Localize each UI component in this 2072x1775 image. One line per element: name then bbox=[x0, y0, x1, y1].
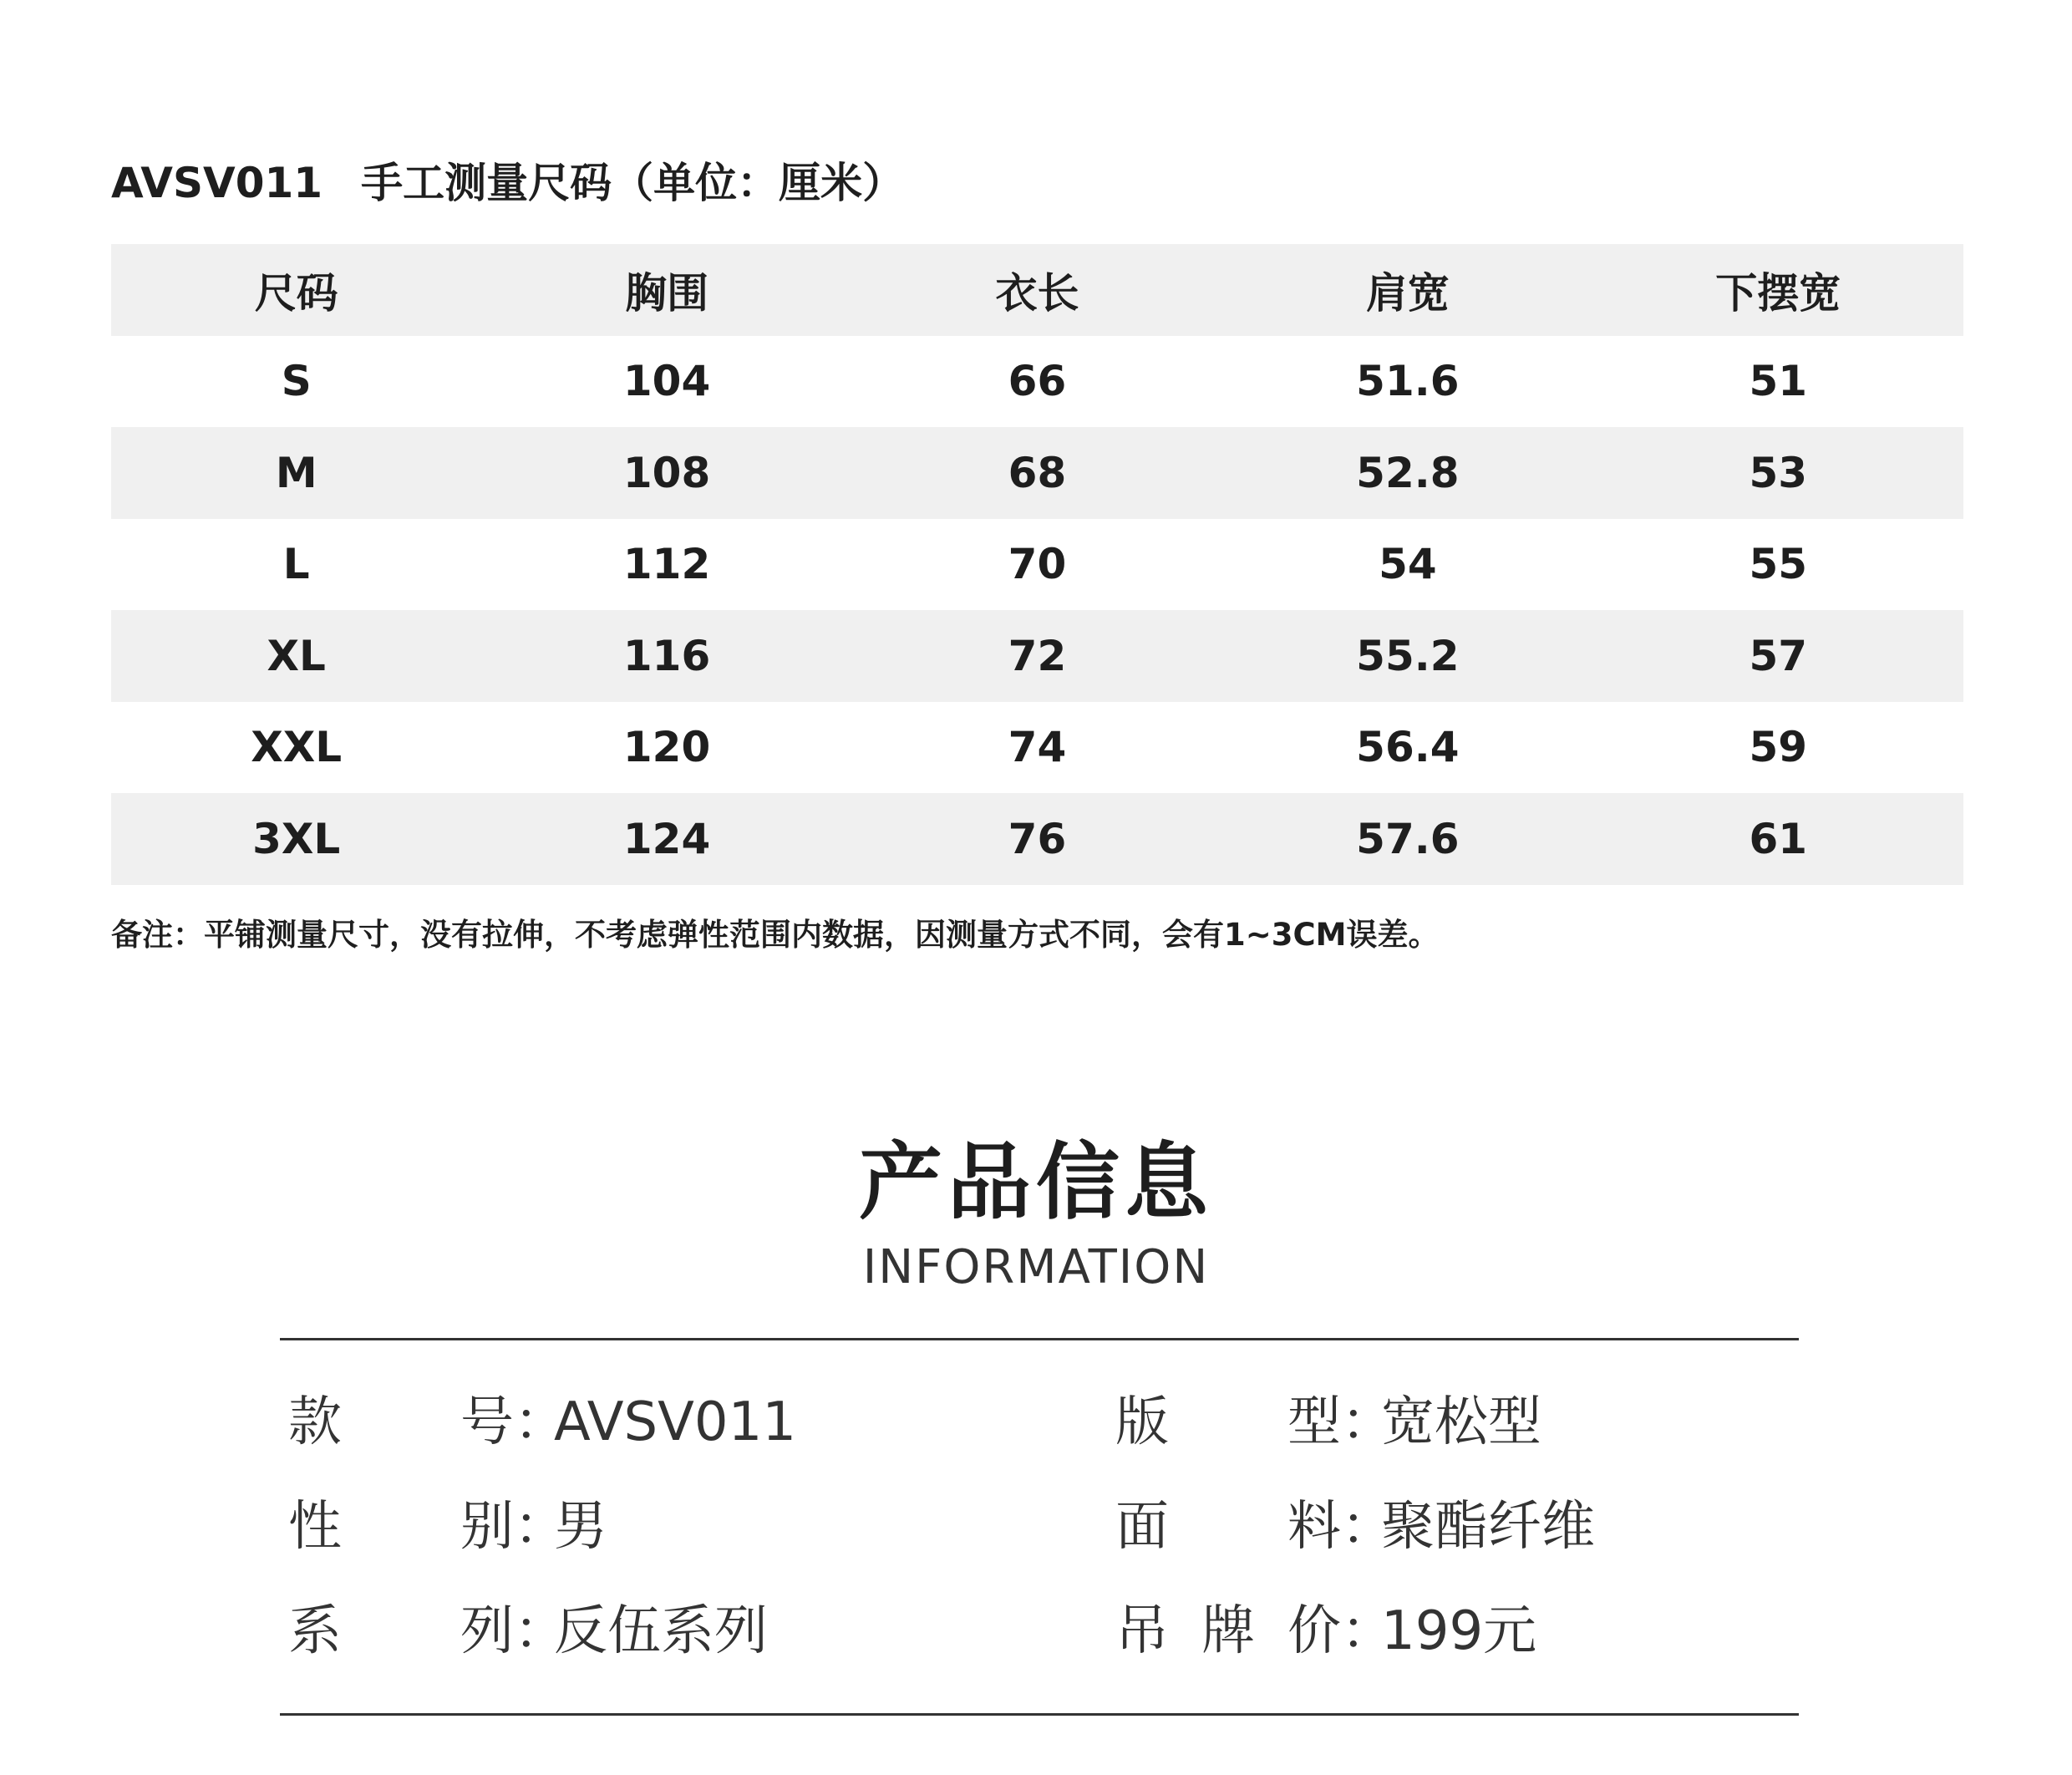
size-table-cell: 108 bbox=[622, 448, 711, 497]
info-label: 系列 bbox=[288, 1600, 514, 1662]
info-colon: ： bbox=[1341, 1600, 1394, 1662]
size-table-row bbox=[111, 519, 1963, 611]
info-colon: ： bbox=[1341, 1391, 1394, 1453]
size-table bbox=[111, 244, 1963, 885]
info-label: 版型 bbox=[1115, 1391, 1341, 1453]
info-label: 性别 bbox=[288, 1496, 514, 1558]
size-table-cell: 76 bbox=[1008, 814, 1067, 863]
size-table-cell: 116 bbox=[622, 631, 711, 680]
size-table-cell: 72 bbox=[1008, 631, 1067, 680]
info-value: 男 bbox=[554, 1496, 607, 1558]
size-table-cell: 70 bbox=[1008, 540, 1067, 589]
size-table-cell: 55.2 bbox=[1356, 631, 1460, 680]
size-table-cell: 56.4 bbox=[1356, 723, 1460, 772]
info-label: 吊牌价 bbox=[1115, 1600, 1341, 1662]
size-table-cell: XXL bbox=[251, 723, 343, 772]
size-table-cell: 52.8 bbox=[1356, 448, 1460, 497]
size-table-header-row bbox=[111, 244, 1963, 336]
size-table-cell: S bbox=[281, 357, 312, 406]
size-table-row bbox=[111, 427, 1963, 519]
size-table-cell: 66 bbox=[1008, 357, 1067, 406]
size-table-cell: L bbox=[282, 540, 310, 589]
size-table-cell: 68 bbox=[1008, 448, 1067, 497]
product-info-heading: 产品信息 bbox=[859, 1133, 1213, 1231]
size-table-row bbox=[111, 336, 1963, 428]
size-chart-title bbox=[111, 155, 904, 211]
info-label: 面料 bbox=[1115, 1496, 1341, 1558]
size-table-cell: 57 bbox=[1749, 631, 1808, 680]
size-table-cell: 59 bbox=[1749, 723, 1808, 772]
info-colon: ： bbox=[514, 1496, 567, 1558]
size-table-header: 胸围 bbox=[625, 268, 709, 318]
size-table-cell: 120 bbox=[622, 723, 711, 772]
size-table-header: 下摆宽 bbox=[1715, 268, 1841, 318]
size-table-cell: 112 bbox=[622, 540, 711, 589]
info-value: 聚酯纤维 bbox=[1381, 1496, 1595, 1558]
info-item-style-number bbox=[288, 1389, 796, 1456]
size-table-cell: 53 bbox=[1749, 448, 1808, 497]
info-colon: ： bbox=[514, 1600, 567, 1662]
size-table-cell: 54 bbox=[1379, 540, 1437, 589]
size-table-header: 尺码 bbox=[254, 268, 338, 318]
size-table-cell: M bbox=[275, 448, 317, 497]
size-chart-title-text: 手工测量尺码（单位：厘米） bbox=[361, 159, 905, 207]
info-item-gender bbox=[288, 1493, 607, 1560]
info-item-series bbox=[288, 1598, 768, 1665]
size-table-cell: 74 bbox=[1008, 723, 1067, 772]
divider-bottom bbox=[280, 1713, 1799, 1716]
info-item-price bbox=[1115, 1598, 1536, 1665]
info-item-fit bbox=[1115, 1389, 1541, 1456]
size-table-header: 衣长 bbox=[995, 268, 1079, 318]
divider-top bbox=[280, 1338, 1799, 1340]
size-table-cell: 61 bbox=[1749, 814, 1808, 863]
size-table-cell: 124 bbox=[622, 814, 711, 863]
size-table-cell: 55 bbox=[1749, 540, 1808, 589]
size-table-row bbox=[111, 610, 1963, 702]
size-table-cell: 51.6 bbox=[1356, 357, 1460, 406]
size-table-cell: XL bbox=[267, 631, 326, 680]
info-value: AVSV011 bbox=[554, 1391, 797, 1453]
info-value: 宽松型 bbox=[1381, 1391, 1541, 1453]
info-value: 反伍系列 bbox=[554, 1600, 768, 1662]
size-chart-code: AVSV011 bbox=[111, 159, 323, 207]
measurement-note: 备注：平铺测量尺寸，没有拉伸，不考虑弹性范围内数据，因测量方式不同，会有1~3CM误差。 bbox=[111, 917, 1440, 953]
size-table-row bbox=[111, 793, 1963, 885]
info-value: 199元 bbox=[1381, 1600, 1537, 1662]
info-item-fabric bbox=[1115, 1493, 1595, 1560]
info-colon: ： bbox=[514, 1391, 567, 1453]
size-table-cell: 104 bbox=[622, 357, 711, 406]
info-colon: ： bbox=[1341, 1496, 1394, 1558]
size-table-cell: 57.6 bbox=[1356, 814, 1460, 863]
size-table-cell: 3XL bbox=[252, 814, 341, 863]
size-table-row bbox=[111, 702, 1963, 794]
info-label: 款号 bbox=[288, 1391, 514, 1453]
product-info-subheading: INFORMATION bbox=[862, 1240, 1210, 1294]
size-table-header: 肩宽 bbox=[1365, 268, 1450, 318]
size-table-cell: 51 bbox=[1749, 357, 1808, 406]
